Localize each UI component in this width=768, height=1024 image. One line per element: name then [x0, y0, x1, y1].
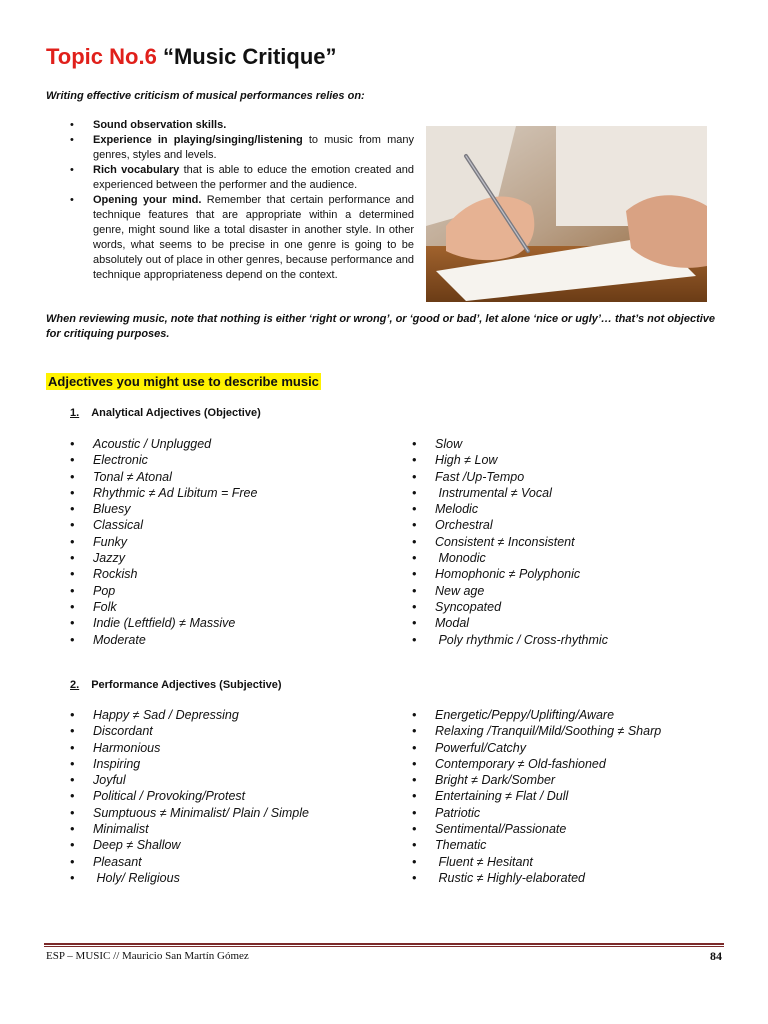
adjective-text: Political / Provoking/Protest	[93, 789, 246, 804]
bullet-icon: •	[412, 551, 417, 566]
adjective-text: Relaxing /Tranquil/Mild/Soothing ≠ Sharp	[435, 724, 662, 739]
bullet-icon: •	[70, 838, 75, 853]
adjective-item	[412, 723, 661, 739]
adjective-item	[70, 452, 257, 468]
bullet-icon: •	[70, 773, 75, 788]
bullet-icon: •	[70, 822, 75, 837]
adjective-item	[412, 534, 608, 550]
adjective-item	[70, 723, 309, 739]
adjective-text: Harmonious	[93, 740, 161, 755]
adjective-item	[412, 821, 661, 837]
adjective-text: Bluesy	[93, 502, 131, 517]
adjective-text: New age	[435, 583, 485, 598]
adjective-item	[412, 837, 661, 853]
adjective-item	[412, 550, 608, 566]
adjective-item	[412, 469, 608, 485]
adjective-item	[70, 485, 257, 501]
adjective-item	[412, 517, 608, 533]
skill-text: that is able to educe the emotion created and experienced between the performer and the audience.	[93, 164, 414, 191]
adjective-text: Consistent ≠ Inconsistent	[435, 534, 575, 549]
adjective-item	[70, 870, 309, 886]
adjective-text: Classical	[93, 518, 144, 533]
topic-number: Topic No.6	[46, 44, 157, 69]
review-note: When reviewing music, note that nothing is either ‘right or wrong’, or ‘good or bad’, let alone ‘nice or ugly’… that’s not objective for critiquing purposes.	[46, 313, 716, 340]
section1-heading	[70, 407, 261, 419]
adjective-text: Jazzy	[93, 551, 125, 566]
adjective-text: Pop	[93, 583, 116, 598]
adjective-item	[70, 583, 257, 599]
bullet-icon: •	[412, 567, 417, 582]
adjective-text: Fast /Up-Tempo	[435, 469, 525, 484]
adjective-text: Tonal ≠ Atonal	[93, 469, 172, 484]
intro-text: Writing effective criticism of musical performances relies on:	[46, 90, 365, 102]
bullet-icon: •	[70, 854, 75, 869]
section2-heading	[70, 679, 282, 691]
bullet-icon: •	[70, 551, 75, 566]
adjective-text: Melodic	[435, 502, 479, 517]
adjective-text: Bright ≠ Dark/Somber	[435, 773, 556, 788]
skill-bold: Opening your mind.	[93, 194, 202, 206]
adjective-item	[70, 469, 257, 485]
adjective-text: Poly rhythmic / Cross-rhythmic	[435, 632, 608, 647]
bullet-icon: •	[412, 708, 417, 722]
bullet-icon: •	[412, 485, 417, 500]
bullet-icon: •	[412, 437, 417, 451]
adjective-item	[70, 837, 309, 853]
bullet-icon: •	[412, 502, 417, 517]
adjective-item	[412, 566, 608, 582]
adjective-item	[70, 517, 257, 533]
adjective-item	[70, 740, 309, 756]
bullet-icon: •	[70, 616, 75, 631]
adjective-item	[412, 707, 661, 723]
adjective-item	[70, 615, 257, 631]
bullet-icon: •	[70, 134, 74, 146]
adjective-text: Powerful/Catchy	[435, 740, 527, 755]
adjective-text: Rustic ≠ Highly-elaborated	[435, 870, 585, 885]
bullet-icon: •	[70, 583, 75, 598]
adjective-text: Discordant	[93, 724, 153, 739]
bullet-icon: •	[412, 616, 417, 631]
skill-item	[70, 193, 414, 283]
adjective-item	[70, 599, 257, 615]
adjective-item	[412, 870, 661, 886]
adjective-item	[412, 485, 608, 501]
adjective-item	[70, 821, 309, 837]
skill-item	[70, 163, 414, 193]
bullet-icon: •	[70, 518, 75, 533]
section1-number: 1.	[70, 407, 80, 419]
section2-number: 2.	[70, 679, 80, 691]
adjective-text: Patriotic	[435, 805, 481, 820]
skill-bold: Experience in playing/singing/listening	[93, 134, 303, 146]
adjective-item	[412, 615, 608, 631]
adjective-item	[70, 854, 309, 870]
adjective-text: Modal	[435, 616, 470, 631]
bullet-icon: •	[70, 164, 74, 176]
bullet-icon: •	[412, 724, 417, 739]
adjective-text: Monodic	[435, 551, 486, 566]
adjective-item	[412, 740, 661, 756]
bullet-icon: •	[412, 534, 417, 549]
skill-item	[70, 118, 414, 133]
bullet-icon: •	[412, 838, 417, 853]
adjective-item	[70, 534, 257, 550]
adjective-text: Thematic	[435, 838, 487, 853]
bullet-icon: •	[70, 119, 74, 131]
adjective-text: Joyful	[93, 773, 126, 788]
bullet-icon: •	[412, 822, 417, 837]
bullet-icon: •	[70, 870, 75, 885]
adjective-item	[412, 599, 608, 615]
bullet-icon: •	[70, 534, 75, 549]
bullet-icon: •	[412, 756, 417, 771]
adjective-item	[70, 756, 309, 772]
skill-bold: Rich vocabulary	[93, 164, 180, 176]
adjective-text: Funky	[93, 534, 128, 549]
adjective-item	[70, 632, 257, 648]
adjective-item	[412, 583, 608, 599]
skill-text: to music from many genres, styles and levels.	[93, 134, 414, 161]
adjective-text: Indie (Leftfield) ≠ Massive	[93, 616, 236, 631]
adjective-text: Acoustic / Unplugged	[93, 437, 212, 451]
adjective-item	[412, 632, 608, 648]
bullet-icon: •	[70, 805, 75, 820]
bullet-icon: •	[412, 518, 417, 533]
bullet-icon: •	[70, 469, 75, 484]
adjective-text: Moderate	[93, 632, 146, 647]
adjective-text: Homophonic ≠ Polyphonic	[435, 567, 581, 582]
bullet-icon: •	[412, 854, 417, 869]
bullet-icon: •	[412, 583, 417, 598]
analytical-left-list	[70, 436, 257, 648]
adjective-text: Electronic	[93, 453, 148, 468]
bullet-icon: •	[412, 740, 417, 755]
bullet-icon: •	[70, 599, 75, 614]
adjective-item	[70, 566, 257, 582]
bullet-icon: •	[70, 789, 75, 804]
performance-left-list	[70, 707, 309, 886]
writing-hand-illustration	[426, 126, 707, 302]
bullet-icon: •	[70, 485, 75, 500]
bullet-icon: •	[70, 756, 75, 771]
section1-title: Analytical Adjectives (Objective)	[91, 407, 261, 419]
bullet-icon: •	[70, 453, 75, 468]
footer-divider	[44, 943, 724, 945]
bullet-icon: •	[412, 453, 417, 468]
adjective-item	[412, 854, 661, 870]
adjective-text: Slow	[435, 437, 463, 451]
adjective-text: Rockish	[93, 567, 138, 582]
adjective-text: Holy/ Religious	[93, 870, 180, 885]
adjective-text: Instrumental ≠ Vocal	[435, 485, 552, 500]
adjective-text: Orchestral	[435, 518, 493, 533]
adjective-text: High ≠ Low	[435, 453, 498, 468]
adjective-text: Inspiring	[93, 756, 141, 771]
performance-right-list	[412, 707, 661, 886]
footer-divider-thin	[44, 946, 724, 947]
adjective-text: Pleasant	[93, 854, 142, 869]
page-title	[46, 44, 337, 70]
adjective-item	[412, 501, 608, 517]
adjective-text: Deep ≠ Shallow	[93, 838, 181, 853]
bullet-icon: •	[70, 708, 75, 722]
adjective-item	[70, 501, 257, 517]
adjective-item	[70, 550, 257, 566]
adjectives-heading: Adjectives you might use to describe music	[48, 374, 319, 389]
adjective-item	[412, 772, 661, 788]
adjective-text: Syncopated	[435, 599, 502, 614]
adjective-item	[70, 788, 309, 804]
bullet-icon: •	[70, 502, 75, 517]
adjective-text: Energetic/Peppy/Uplifting/Aware	[435, 708, 615, 722]
adjective-text: Minimalist	[93, 822, 149, 837]
bullet-icon: •	[412, 789, 417, 804]
adjective-item	[70, 805, 309, 821]
skill-item	[70, 133, 414, 163]
bullet-icon: •	[412, 632, 417, 647]
bullet-icon: •	[70, 632, 75, 647]
bullet-icon: •	[70, 567, 75, 582]
bullet-icon: •	[70, 437, 75, 451]
adjective-item	[412, 756, 661, 772]
footer-text: ESP – MUSIC // Mauricio San Martín Gómez	[46, 950, 249, 962]
adjective-item	[412, 788, 661, 804]
analytical-right-list	[412, 436, 608, 648]
adjective-text: Fluent ≠ Hesitant	[435, 854, 533, 869]
bullet-icon: •	[70, 194, 74, 206]
adjective-item	[70, 772, 309, 788]
bullet-icon: •	[412, 805, 417, 820]
writing-hand-photo	[426, 126, 707, 302]
adjective-text: Rhythmic ≠ Ad Libitum = Free	[93, 485, 258, 500]
adjective-text: Happy ≠ Sad / Depressing	[93, 708, 239, 722]
adjective-text: Sentimental/Passionate	[435, 822, 567, 837]
skills-list	[70, 118, 414, 283]
skill-text: Remember that certain performance and technique features that are appropriate within a determined genre, might sound like a total disaster in another style. In other words, what seems to be precise in one genre is going to be absolutely out of place in other genres, because performance and technique appropriateness depend on the context.	[93, 194, 415, 281]
bullet-icon: •	[412, 599, 417, 614]
bullet-icon: •	[70, 724, 75, 739]
adjective-item	[70, 707, 309, 723]
adjective-item	[412, 436, 608, 452]
page-number: 84	[710, 949, 722, 963]
adjective-text: Contemporary ≠ Old-fashioned	[435, 756, 606, 771]
bullet-icon: •	[412, 773, 417, 788]
adjective-item	[412, 805, 661, 821]
adjective-item	[70, 436, 257, 452]
skill-bold: Sound observation skills.	[93, 119, 227, 131]
topic-name: “Music Critique”	[162, 44, 337, 69]
bullet-icon: •	[70, 740, 75, 755]
adjective-text: Sumptuous ≠ Minimalist/ Plain / Simple	[93, 805, 309, 820]
bullet-icon: •	[412, 870, 417, 885]
adjective-text: Entertaining ≠ Flat / Dull	[435, 789, 569, 804]
section2-title: Performance Adjectives (Subjective)	[91, 679, 282, 691]
adjective-item	[412, 452, 608, 468]
bullet-icon: •	[412, 469, 417, 484]
adjective-text: Folk	[93, 599, 117, 614]
